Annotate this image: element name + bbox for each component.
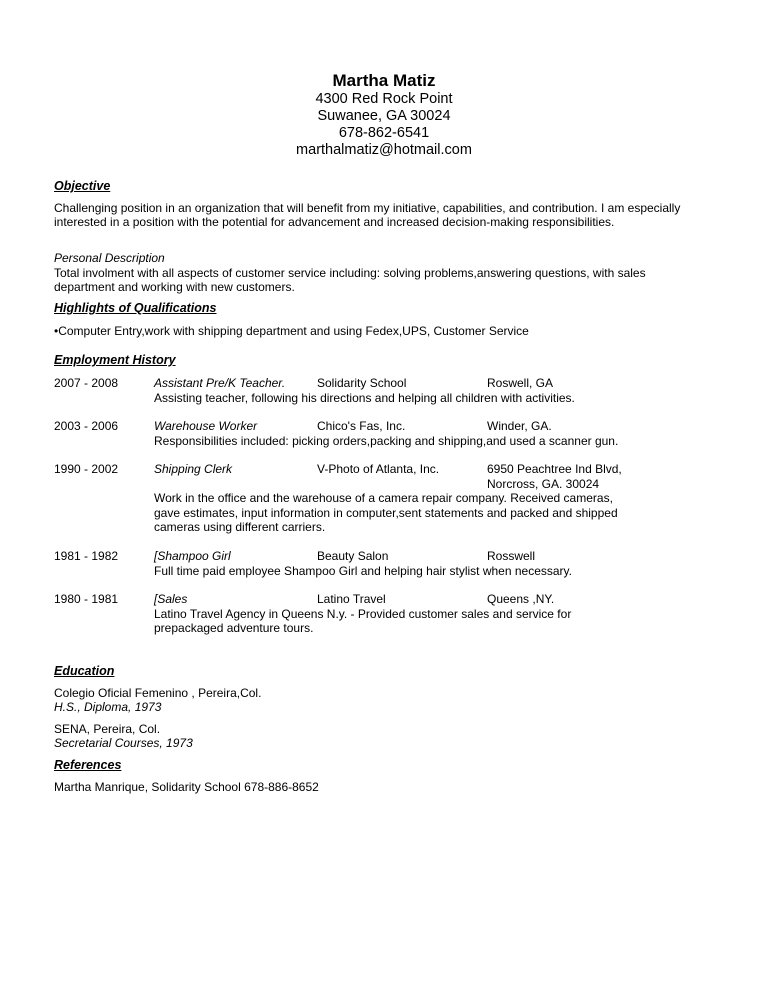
job-title: Shipping Clerk — [154, 462, 233, 476]
job-location: Roswell, GA — [487, 376, 554, 390]
job-location: Winder, GA. — [487, 419, 552, 433]
job-years: 1981 - 1982 — [54, 549, 119, 563]
resume-header — [0, 71, 768, 159]
job-description — [154, 564, 654, 579]
job-employer: Solidarity School — [317, 376, 407, 390]
references-heading: References — [54, 758, 122, 772]
job-description-line: Work in the office and the warehouse of a camera repair company. Received cameras, — [154, 491, 613, 505]
job-years: 1990 - 2002 — [54, 462, 119, 476]
highlights-item: •Computer Entry,work with shipping department and using Fedex,UPS, Customer Service — [54, 323, 529, 338]
job-employer: Latino Travel — [317, 592, 386, 606]
job-entry — [54, 462, 734, 534]
education-school: SENA, Pereira, Col. — [54, 721, 161, 736]
education-heading: Education — [54, 664, 115, 678]
objective-heading: Objective — [54, 179, 111, 193]
personal-description-section — [54, 251, 724, 295]
education-degree: H.S., Diploma, 1973 — [54, 700, 162, 714]
references-section — [54, 758, 724, 794]
job-location-line: 6950 Peachtree Ind Blvd, — [487, 462, 622, 476]
job-description-line: gave estimates, input information in computer,sent statements and packed and shipped — [154, 505, 618, 520]
job-employer: V-Photo of Atlanta, Inc. — [317, 462, 440, 476]
job-years: 2003 - 2006 — [54, 419, 119, 433]
applicant-name: Martha Matiz — [332, 71, 436, 90]
education-school: Colegio Oficial Femenino , Pereira,Col. — [54, 685, 262, 700]
email-address: marthalmatiz@hotmail.com — [296, 142, 472, 158]
personal-description-line-2: department and working with new customers. — [54, 280, 295, 294]
job-description-line: Full time paid employee Shampoo Girl and helping hair stylist when necessary. — [154, 563, 572, 578]
job-employer: Beauty Salon — [317, 549, 389, 563]
objective-line-2: interested in a position with the potential for advancement and increased decision-making responsibilities. — [54, 215, 615, 229]
reference-entry: Martha Manrique, Solidarity School 678-886-8652 — [54, 779, 319, 794]
job-title: Warehouse Worker — [154, 419, 258, 433]
phone-number: 678-862-6541 — [338, 125, 430, 141]
employment-section — [54, 353, 724, 368]
job-location: Queens ,NY. — [487, 592, 555, 606]
city-state-zip: Suwanee, GA 30024 — [317, 108, 451, 124]
job-description — [154, 607, 654, 636]
personal-description-heading: Personal Description — [54, 251, 165, 265]
job-years: 2007 - 2008 — [54, 376, 119, 390]
job-employer: Chico's Fas, Inc. — [317, 419, 406, 433]
job-description — [154, 491, 654, 535]
job-title: Assistant Pre/K Teacher. — [154, 376, 286, 390]
job-description — [154, 391, 654, 406]
objective-section — [54, 179, 724, 230]
job-title: [Sales — [154, 592, 188, 606]
job-location: Rosswell — [487, 549, 536, 563]
highlights-heading: Highlights of Qualifications — [54, 301, 217, 315]
job-description — [154, 434, 654, 449]
job-title: [Shampoo Girl — [154, 549, 231, 563]
street-address: 4300 Red Rock Point — [315, 91, 453, 107]
highlights-section — [54, 301, 724, 338]
objective-line-1: Challenging position in an organization that will benefit from my initiative, capabilities, and contribution. I am especially — [54, 200, 681, 215]
education-degree: Secretarial Courses, 1973 — [54, 736, 193, 750]
job-years: 1980 - 1981 — [54, 592, 119, 606]
job-description-line: cameras using different carriers. — [154, 520, 326, 534]
job-description-line: prepackaged adventure tours. — [154, 621, 314, 635]
job-description-line: Latino Travel Agency in Queens N.y. - Provided customer sales and service for — [154, 606, 572, 621]
job-description-line: Responsibilities included: picking orders,packing and shipping,and used a scanner gun. — [154, 433, 619, 448]
job-location-line: Norcross, GA. 30024 — [487, 476, 600, 491]
job-entry — [54, 592, 734, 652]
job-location — [487, 462, 727, 491]
employment-heading: Employment History — [54, 353, 176, 367]
personal-description-line-1: Total involment with all aspects of customer service including: solving problems,answering questions, with sales — [54, 265, 646, 280]
job-description-line: Assisting teacher, following his directions and helping all children with activities. — [154, 390, 575, 405]
education-section — [54, 664, 724, 751]
